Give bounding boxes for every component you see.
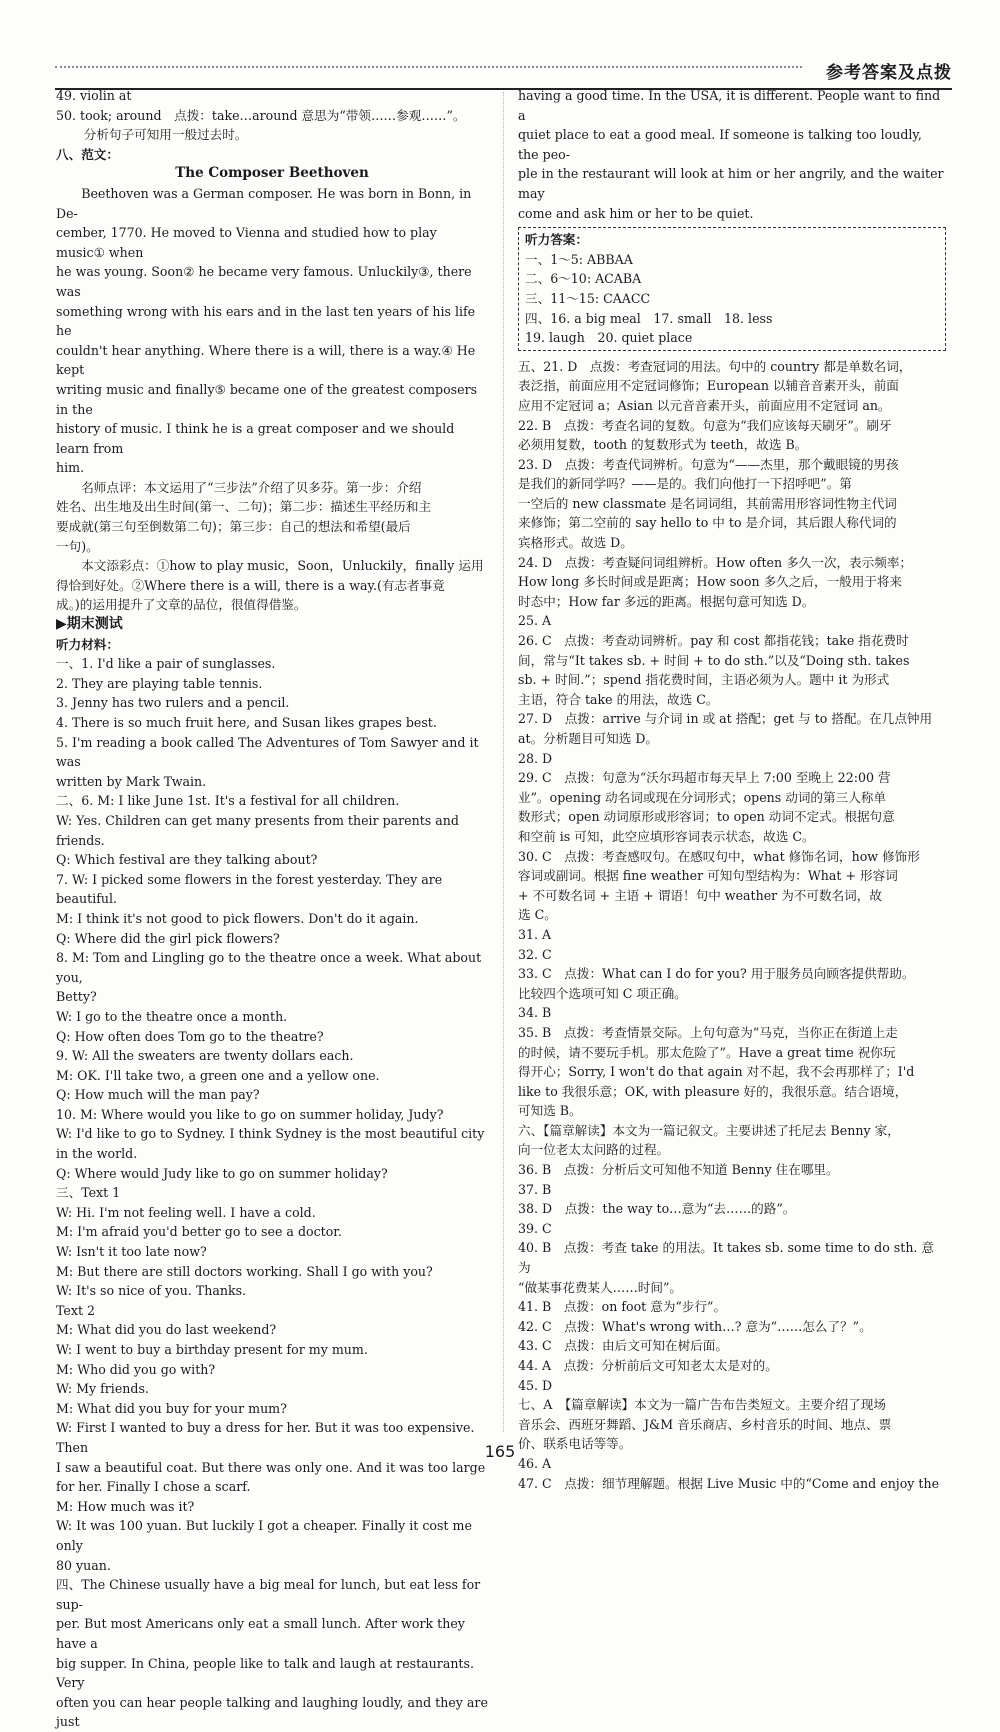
- listening-line: 8. M: Tom and Lingling go to the theatre once a week. What about you,: [56, 950, 482, 985]
- listening-line: Text 2: [56, 1302, 96, 1318]
- listening-line: I saw a beautiful coat. But there was only one. And it was too large: [56, 1459, 486, 1475]
- answer-line: “做某事花费某人……时间”。: [518, 1279, 683, 1295]
- listening-line: M: What did you buy for your mum?: [56, 1400, 287, 1416]
- listening-line: M: OK. I'll take two, a green one and a yellow one.: [56, 1067, 380, 1083]
- answer-line: 39. C: [518, 1220, 552, 1236]
- comment-line: 成。)的运用提升了文章的品位，很值得借鉴。: [56, 597, 307, 613]
- answer-line: sb. + 时间.”；spend 指花费时间，主语必须为人。题中 it 为形式: [518, 672, 890, 688]
- answer-line: 五、21. D 点拨：考查冠词的用法。句中的 country 都是单数名词，: [518, 358, 912, 374]
- answer-line: 可知选 B。: [518, 1103, 582, 1119]
- answer-line: 选 C。: [518, 907, 557, 923]
- answer-line: 表泛指，前面应用不定冠词修饰；European 以辅音音素开头，前面: [518, 378, 899, 394]
- answer-line: 28. D: [518, 750, 553, 766]
- box-line: 三、11～15: CAACC: [525, 290, 651, 306]
- comment-line: 姓名、出生地及出生时间(第一、二句)；第二步：描述生平经历和主: [56, 499, 432, 515]
- answer-line: 37. B: [518, 1181, 552, 1197]
- comment-line: 一句)。: [56, 538, 99, 554]
- answer-line: 46. A: [518, 1455, 552, 1471]
- column-divider: [503, 92, 504, 1432]
- listening-line: Q: Where would Judy like to go on summer holiday?: [56, 1165, 388, 1181]
- listening-line: W: It was 100 yuan. But luckily I got a cheaper. Finally it cost me only: [56, 1518, 472, 1553]
- listening-label: 听力材料：: [56, 636, 119, 652]
- answer-line: 24. D 点拨：考查疑问词组辨析。How often 多久一次，表示频率；: [518, 554, 913, 570]
- listening-line: for her. Finally I chose a scarf.: [56, 1479, 251, 1495]
- listening-line: W: Isn't it too late now?: [56, 1244, 207, 1260]
- passage-line: having a good time. In the USA, it is different. People want to find a: [518, 88, 941, 123]
- essay-line: writing music and finally⑤ became one of the greatest composers in the: [56, 381, 478, 417]
- listening-line: W: Yes. Children can get many presents from their parents and: [56, 812, 459, 828]
- answer-line: 41. B 点拨：on foot 意为“步行”。: [518, 1299, 727, 1315]
- answer-line: 时态中；How far 多远的距离。根据句意可知选 D。: [518, 593, 815, 609]
- answer-line: 容词或副词。根据 fine weather 可知句型结构为：What + 形容词: [518, 868, 898, 884]
- listening-line: M: I think it's not good to pick flowers. Don't do it again.: [56, 910, 419, 926]
- listening-line: Q: Where did the girl pick flowers?: [56, 930, 280, 946]
- answer-line: 30. C 点拨：考查感叹句。在感叹句中，what 修饰名词，how 修饰形: [518, 848, 920, 864]
- listening-line: M: I'm afraid you'd better go to see a doctor.: [56, 1224, 342, 1240]
- listening-line: M: What did you do last weekend?: [56, 1322, 277, 1338]
- answer-line: 的时候，请不要玩手机。那太危险了”。Have a great time 祝你玩: [518, 1044, 896, 1060]
- listening-line: 9. W: All the sweaters are twenty dollars each.: [56, 1048, 354, 1064]
- listening-line: M: How much was it?: [56, 1498, 195, 1514]
- listening-line: 7. W: I picked some flowers in the forest yesterday. They are beautiful.: [56, 871, 443, 907]
- answer-50: 50. took; around 点拨：take…around 意思为“带领……参观……”。: [56, 107, 466, 123]
- answer-line: 七、A 【篇章解读】本文为一篇广告布告类短文。主要介绍了现场: [518, 1397, 887, 1413]
- answer-line: at。分析题目可知选 D。: [518, 731, 659, 746]
- answer-line: 必须用复数，tooth 的复数形式为 teeth，故选 B。: [518, 437, 808, 453]
- answer-line: 价、联系电话等等。: [518, 1436, 632, 1452]
- answer-line: 数形式；open 动词原形或形容词；to open 动词不定式。根据句意: [518, 809, 895, 825]
- final-test-heading: ▶期末测试: [56, 616, 123, 633]
- answer-line: 六、【篇章解读】本文为一篇记叙文。主要讲述了托尼去 Benny 家，: [518, 1122, 900, 1138]
- answer-line: 主语，符合 take 的用法，故选 C。: [518, 691, 719, 707]
- answer-50-cont: 分析句子可知用一般过去时。: [83, 127, 248, 143]
- essay-line: something wrong with his ears and in the last ten years of his life he: [56, 303, 476, 339]
- listening-line: M: Who did you go with?: [56, 1361, 216, 1377]
- listening-line: 2. They are playing table tennis.: [56, 675, 263, 691]
- passage-line: quiet place to eat a good meal. If someone is talking too loudly, the peo-: [518, 127, 922, 162]
- listening-line: 10. M: Where would you like to go on summer holiday, Judy?: [56, 1106, 444, 1122]
- header-dotted-rule: [55, 66, 802, 74]
- listening-line: 四、The Chinese usually have a big meal for lunch, but eat less for sup-: [56, 1577, 481, 1612]
- answer-line: 来修饰；第二空前的 say hello to 中 to 是介词，其后跟人称代词的: [518, 515, 897, 531]
- answers-list: [518, 357, 946, 1493]
- answer-line: 36. B 点拨：分析后文可知他不知道 Benny 住在哪里。: [518, 1162, 839, 1178]
- comment-line: 名师点评：本文运用了“三步法”介绍了贝多芬。第一步：介绍: [81, 479, 422, 495]
- listening-line: 一、1. I'd like a pair of sunglasses.: [56, 656, 276, 672]
- listening-line: Q: How often does Tom go to the theatre?: [56, 1028, 324, 1044]
- answer-line: 27. D 点拨：arrive 与介词 in 或 at 搭配；get 与 to 搭配。在几点钟用: [518, 711, 933, 727]
- box-line: 一、1～5: ABBAA: [525, 251, 633, 267]
- answer-line: 44. A 点拨：分析前后文可知老太太是对的。: [518, 1358, 778, 1373]
- listening-line: 三、Text 1: [56, 1185, 121, 1201]
- listening-line: Betty?: [56, 989, 97, 1005]
- answer-line: 45. D: [518, 1377, 553, 1393]
- answer-line: 间，常与“It takes sb. + 时间 + to do sth.”以及“Doing sth. takes: [518, 652, 910, 668]
- listening-line: W: It's so nice of you. Thanks.: [56, 1283, 247, 1299]
- essay-line: Beethoven was a German composer. He was born in Bonn, in De-: [56, 185, 472, 221]
- passage-line: come and ask him or her to be quiet.: [518, 205, 754, 221]
- listening-line: W: First I wanted to buy a dress for her. But it was too expensive. Then: [56, 1420, 475, 1455]
- listening-line: 3. Jenny has two rulers and a pencil.: [56, 695, 290, 711]
- answer-line: 26. C 点拨：考查动词辨析。pay 和 cost 都指花钱；take 指花费时: [518, 633, 909, 649]
- answer-line: 音乐会、西班牙舞蹈、J&M 音乐商店、乡村音乐的时间、地点、票: [518, 1416, 892, 1432]
- answer-line: How long 多长时间或是距离；How soon 多久之后，一般用于将来: [518, 574, 903, 590]
- answer-line: 宾格形式。故选 D。: [518, 535, 633, 551]
- essay-line: couldn't hear anything. Where there is a will, there is a way.④ He kept: [56, 342, 476, 378]
- listening-line: M: But there are still doctors working. Shall I go with you?: [56, 1263, 433, 1279]
- listening-line: 二、6. M: I like June 1st. It's a festival for all children.: [56, 793, 400, 809]
- answer-line: 40. B 点拨：考查 take 的用法。It takes sb. some time to do sth. 意为: [518, 1240, 935, 1276]
- answer-line: 43. C 点拨：由后文可知在树后面。: [518, 1338, 728, 1354]
- right-column: [518, 86, 946, 1493]
- answer-line: 47. C 点拨：细节理解题。根据 Live Music 中的“Come and enjoy the: [518, 1475, 940, 1491]
- comment-line: 要成就(第三句至倒数第二句)；第三步：自己的想法和希望(最后: [56, 519, 411, 535]
- answer-line: 和空前 is 可知，此空应填形容词表示状态，故选 C。: [518, 828, 815, 844]
- triangle-icon: ▶: [56, 616, 67, 633]
- essay-title: The Composer Beethoven: [175, 165, 369, 182]
- essay-line: cember, 1770. He moved to Vienna and studied how to play music① when: [56, 225, 437, 260]
- answer-line: + 不可数名词 + 主语 + 谓语！句中 weather 为不可数名词，故: [518, 887, 882, 903]
- left-column: [56, 86, 488, 1732]
- listening-line: W: I went to buy a birthday present for my mum.: [56, 1342, 368, 1357]
- comment-line: 得恰到好处。②Where there is a will, there is a way.(有志者事竟: [56, 577, 445, 593]
- answer-line: 34. B: [518, 1005, 552, 1021]
- answer-line: 比较四个选项可知 C 项正确。: [518, 985, 687, 1001]
- listening-line: big supper. In China, people like to talk and laugh at restaurants. Very: [56, 1655, 474, 1691]
- listening-line: written by Mark Twain.: [56, 773, 207, 789]
- answer-line: 35. B 点拨：考查情景交际。上句句意为“马克，当你正在街道上走: [518, 1024, 898, 1040]
- box-line: 二、6～10: ACABA: [525, 271, 642, 287]
- header-title: 参考答案及点拨: [826, 63, 952, 83]
- answer-line: 是我们的新同学吗？——是的。我们向他打一下招呼吧”。第: [518, 476, 852, 492]
- listening-material: [56, 654, 488, 1732]
- passage-line: ple in the restaurant will look at him or her angrily, and the waiter may: [518, 166, 944, 201]
- answer-line: 23. D 点拨：考查代词辨析。句意为“——杰里，那个戴眼镜的男孩: [518, 456, 899, 472]
- listening-line: 5. I'm reading a book called The Adventures of Tom Sawyer and it was: [56, 734, 479, 770]
- listening-line: Q: How much will the man pay?: [56, 1087, 260, 1103]
- essay-line: him.: [56, 460, 85, 476]
- listening-line: friends.: [56, 832, 105, 848]
- answer-line: 42. C 点拨：What's wrong with…? 意为“……怎么了？”。: [518, 1318, 872, 1334]
- answer-line: 29. C 点拨：句意为“沃尔玛超市每天早上 7:00 至晚上 22:00 营: [518, 770, 891, 786]
- listening-line: W: My friends.: [56, 1381, 149, 1397]
- listening-line: in the world.: [56, 1146, 138, 1162]
- comment-line: 本文添彩点：①how to play music，Soon，Unluckily，finally 运用: [81, 558, 484, 574]
- answer-line: 业”。opening 动名词或现在分词形式；opens 动词的第三人称单: [518, 789, 886, 805]
- section-8-heading: 八、范文：: [56, 146, 119, 162]
- answer-line: 38. D 点拨：the way to…意为“去……的路”。: [518, 1201, 796, 1217]
- listening-line: 80 yuan.: [56, 1557, 111, 1573]
- answer-line: 应用不定冠词 a；Asian 以元音音素开头，前面应用不定冠词 an。: [518, 397, 891, 413]
- answer-line: 25. A: [518, 613, 552, 629]
- answer-49: 49. violin at: [56, 88, 132, 103]
- answer-line: 31. A: [518, 926, 552, 942]
- listening-line: W: I go to the theatre once a month.: [56, 1008, 288, 1024]
- listening-answers-box: [518, 227, 946, 351]
- answer-line: 得开心；Sorry, I won't do that again 对不起，我不会再那样了；I'd: [518, 1064, 915, 1080]
- page-number: 165: [484, 1442, 516, 1461]
- answer-line: 向一位老太太问路的过程。: [518, 1142, 670, 1158]
- answer-line: 33. C 点拨：What can I do for you? 用于服务员向顾客提供帮助。: [518, 966, 915, 982]
- listening-line: often you can hear people talking and laughing loudly, and they are just: [56, 1694, 488, 1730]
- essay-line: he was young. Soon② he became very famous. Unluckily③, there was: [56, 264, 472, 299]
- listening-line: per. But most Americans only eat a small lunch. After work they have a: [56, 1616, 465, 1651]
- listening-line: W: I'd like to go to Sydney. I think Sydney is the most beautiful city: [56, 1126, 485, 1142]
- listening-line: W: Hi. I'm not feeling well. I have a cold.: [56, 1204, 316, 1220]
- answer-line: 一空后的 new classmate 是名词词组，其前需用形容词性物主代词: [518, 495, 897, 511]
- answer-line: like to 我很乐意；OK, with pleasure 好的，我很乐意。结合语境，: [518, 1083, 908, 1099]
- listening-line: Q: Which festival are they talking about?: [56, 852, 318, 868]
- essay-line: history of music. I think he is a great composer and we should learn from: [56, 421, 455, 456]
- box-line: 听力答案：: [525, 232, 588, 248]
- box-line: 19. laugh 20. quiet place: [525, 330, 693, 346]
- answer-line: 22. B 点拨：考查名词的复数。句意为“我们应该每天刷牙”。刷牙: [518, 417, 892, 433]
- answer-line: 32. C: [518, 946, 552, 962]
- listening-line: 4. There is so much fruit here, and Susan likes grapes best.: [56, 715, 437, 730]
- box-line: 四、16. a big meal 17. small 18. less: [525, 310, 773, 326]
